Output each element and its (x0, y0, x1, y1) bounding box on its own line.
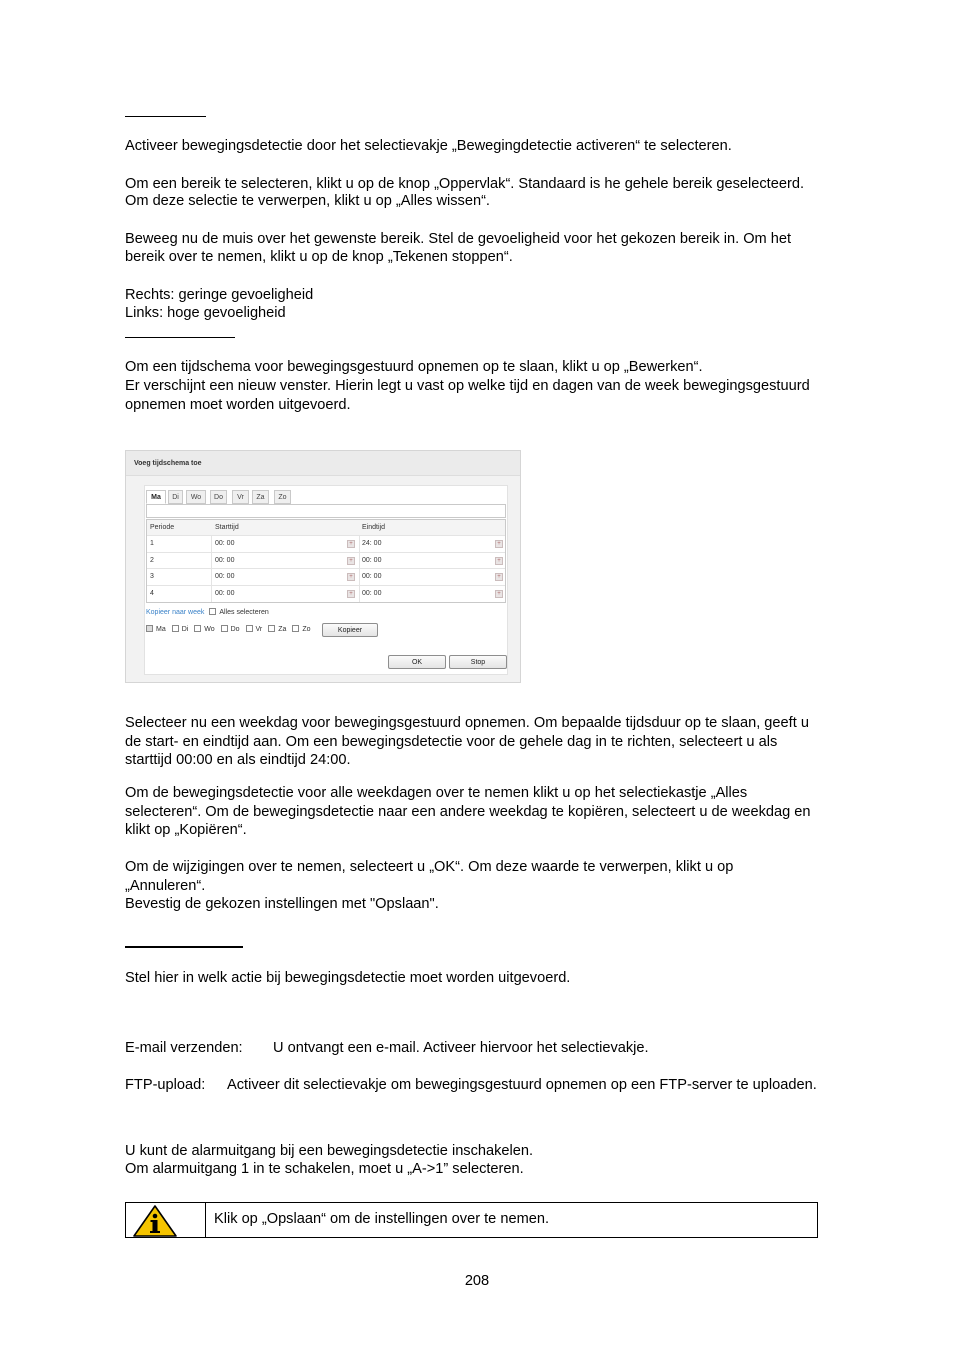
paragraph-select-area-line1: Om een bereik te selecteren, klikt u op de knop „Oppervlak“. Standaard is he gehele bereik geselecteerd. (125, 176, 804, 192)
table-row (147, 586, 505, 602)
tab-za[interactable]: Za (252, 490, 269, 504)
page-number: 208 (464, 1273, 490, 1289)
copy-row (146, 608, 269, 616)
paragraph-alarm-line2: Om alarmuitgang 1 in te schakelen, moet u „A->1” selecteren. (125, 1161, 524, 1177)
end-time-field[interactable]: 00: 00 (362, 556, 382, 564)
day-checkbox-vr[interactable] (246, 625, 253, 632)
schedule-table (146, 519, 506, 603)
start-time-field[interactable]: 00: 00 (215, 573, 235, 581)
tab-wo[interactable]: Wo (186, 490, 206, 504)
select-all-label: Alles selecteren (219, 609, 269, 616)
period-cell: 3 (150, 573, 154, 581)
paragraph-actions: Stel hier in welk actie bij bewegingsdetectie moet worden uitgevoerd. (125, 970, 571, 986)
day-label: Zo (302, 626, 311, 633)
tab-ma[interactable]: Ma (146, 490, 166, 504)
tab-content-strip (146, 504, 506, 518)
header-start-time: Starttijd (215, 524, 239, 531)
paragraph-confirm-line3: Bevestig de gekozen instellingen met "Opslaan". (125, 896, 439, 912)
paragraph-confirm-line2: „Annuleren“. (125, 878, 206, 894)
day-checkbox-di[interactable] (172, 625, 179, 632)
tab-di[interactable]: Di (168, 490, 183, 504)
day-checkbox-wo[interactable] (194, 625, 201, 632)
paragraph-weekday-line2: de start- en eindtijd aan. Om een bewegingsdetectie voor de gehele dag in te richten, selecteert u als (125, 734, 778, 750)
start-time-field[interactable]: 00: 00 (215, 540, 235, 548)
ok-button[interactable]: OK (388, 655, 446, 669)
copy-days-row (146, 625, 315, 633)
select-all-checkbox[interactable] (209, 608, 216, 615)
day-checkbox-za[interactable] (268, 625, 275, 632)
paragraph-select-area-line2: Om deze selectie te verwerpen, klikt u op „Alles wissen“. (125, 193, 490, 209)
sensitivity-right: Rechts: geringe gevoeligheid (125, 287, 314, 303)
tab-vr[interactable]: Vr (232, 490, 249, 504)
period-cell: 1 (150, 540, 154, 548)
header-end-time: Eindtijd (362, 524, 385, 531)
paragraph-weekday-line1: Selecteer nu een weekdag voor bewegingsgestuurd opnemen. Om bepaalde tijdsduur op te slaan, geeft u (125, 715, 809, 731)
clock-icon[interactable]: + (347, 540, 355, 548)
end-time-field[interactable]: 00: 00 (362, 573, 382, 581)
day-checkbox-zo[interactable] (292, 625, 299, 632)
day-label: Vr (255, 626, 263, 633)
day-label: Za (278, 626, 287, 633)
end-time-field[interactable]: 00: 00 (362, 589, 382, 597)
copy-button[interactable]: Kopieer (322, 623, 378, 637)
day-label: Ma (156, 626, 166, 633)
email-description: U ontvangt een e-mail. Activeer hiervoor het selectievakje. (273, 1040, 649, 1056)
dialog-title: Voeg tijdschema toe (134, 460, 202, 467)
ftp-label: FTP-upload: (125, 1077, 206, 1093)
day-label: Wo (204, 626, 215, 633)
day-checkbox-do[interactable] (221, 625, 228, 632)
start-time-field[interactable]: 00: 00 (215, 556, 235, 564)
paragraph-copy-line1: Om de bewegingsdetectie voor alle weekdagen over te nemen klikt u op het selectiekastje „Alles (125, 785, 748, 801)
paragraph-copy-line2: selecteren“. Om de bewegingsdetectie naar een andere weekdag te kopiëren, selecteert u de weekdag en (125, 804, 811, 820)
paragraph-alarm-line1: U kunt de alarmuitgang bij een bewegingsdetectie inschakelen. (125, 1143, 534, 1159)
clock-icon[interactable]: + (495, 590, 503, 598)
info-warning-icon (132, 1204, 178, 1238)
day-label: Do (230, 626, 240, 633)
end-time-field[interactable]: 24: 00 (362, 540, 382, 548)
period-cell: 2 (150, 556, 154, 564)
paragraph-move-mouse-line2: bereik over te nemen, klikt u op de knop „Tekenen stoppen“. (125, 249, 513, 265)
clock-icon[interactable]: + (495, 573, 503, 581)
stop-button[interactable]: Stop (449, 655, 507, 669)
clock-icon[interactable]: + (495, 540, 503, 548)
paragraph-schedule-line1: Om een tijdschema voor bewegingsgestuurd opnemen op te slaan, klikt u op „Bewerken“. (125, 359, 703, 375)
paragraph-activate-detection: Activeer bewegingsdetectie door het selectievakje „Bewegingdetectie activeren“ te selecteren. (125, 138, 732, 154)
paragraph-copy-line3: klikt op „Kopiëren“. (125, 822, 247, 838)
info-note (125, 1202, 818, 1238)
table-row (147, 553, 505, 569)
section-heading-rule-2 (125, 337, 235, 338)
day-checkbox-ma[interactable] (146, 625, 153, 632)
note-text: Klik op „Opslaan“ om de instellingen over te nemen. (214, 1211, 550, 1227)
start-time-field[interactable]: 00: 00 (215, 589, 235, 597)
table-header-row (147, 520, 505, 536)
copy-to-week-link[interactable]: Kopieer naar week (146, 609, 205, 616)
clock-icon[interactable]: + (347, 590, 355, 598)
paragraph-move-mouse-line1: Beweeg nu de muis over het gewenste bereik. Stel de gevoeligheid voor het gekozen bereik in. Om het (125, 231, 792, 247)
paragraph-weekday-line3: starttijd 00:00 en als eindtijd 24:00. (125, 752, 351, 768)
clock-icon[interactable]: + (347, 557, 355, 565)
tab-zo[interactable]: Zo (274, 490, 291, 504)
paragraph-schedule-line3: opnemen moet worden uitgevoerd. (125, 397, 351, 413)
day-label: Di (181, 626, 189, 633)
section-heading-rule-1 (125, 116, 206, 117)
schedule-dialog-screenshot (125, 450, 521, 683)
tab-do[interactable]: Do (210, 490, 227, 504)
section-heading-rule-3 (125, 946, 243, 948)
table-row (147, 536, 505, 552)
paragraph-confirm-line1: Om de wijzigingen over te nemen, selecteert u „OK“. Om deze waarde te verwerpen, klikt u op (125, 859, 734, 875)
period-cell: 4 (150, 589, 154, 597)
paragraph-schedule-line2: Er verschijnt een nieuw venster. Hierin legt u vast op welke tijd en dagen van de week bewegingsgestuurd (125, 378, 810, 394)
header-period: Periode (150, 524, 175, 531)
email-label: E-mail verzenden: (125, 1040, 243, 1056)
ftp-description: Activeer dit selectievakje om bewegingsgestuurd opnemen op een FTP-server te uploaden. (227, 1077, 817, 1093)
clock-icon[interactable]: + (495, 557, 503, 565)
sensitivity-left: Links: hoge gevoeligheid (125, 305, 286, 321)
table-row (147, 569, 505, 585)
clock-icon[interactable]: + (347, 573, 355, 581)
